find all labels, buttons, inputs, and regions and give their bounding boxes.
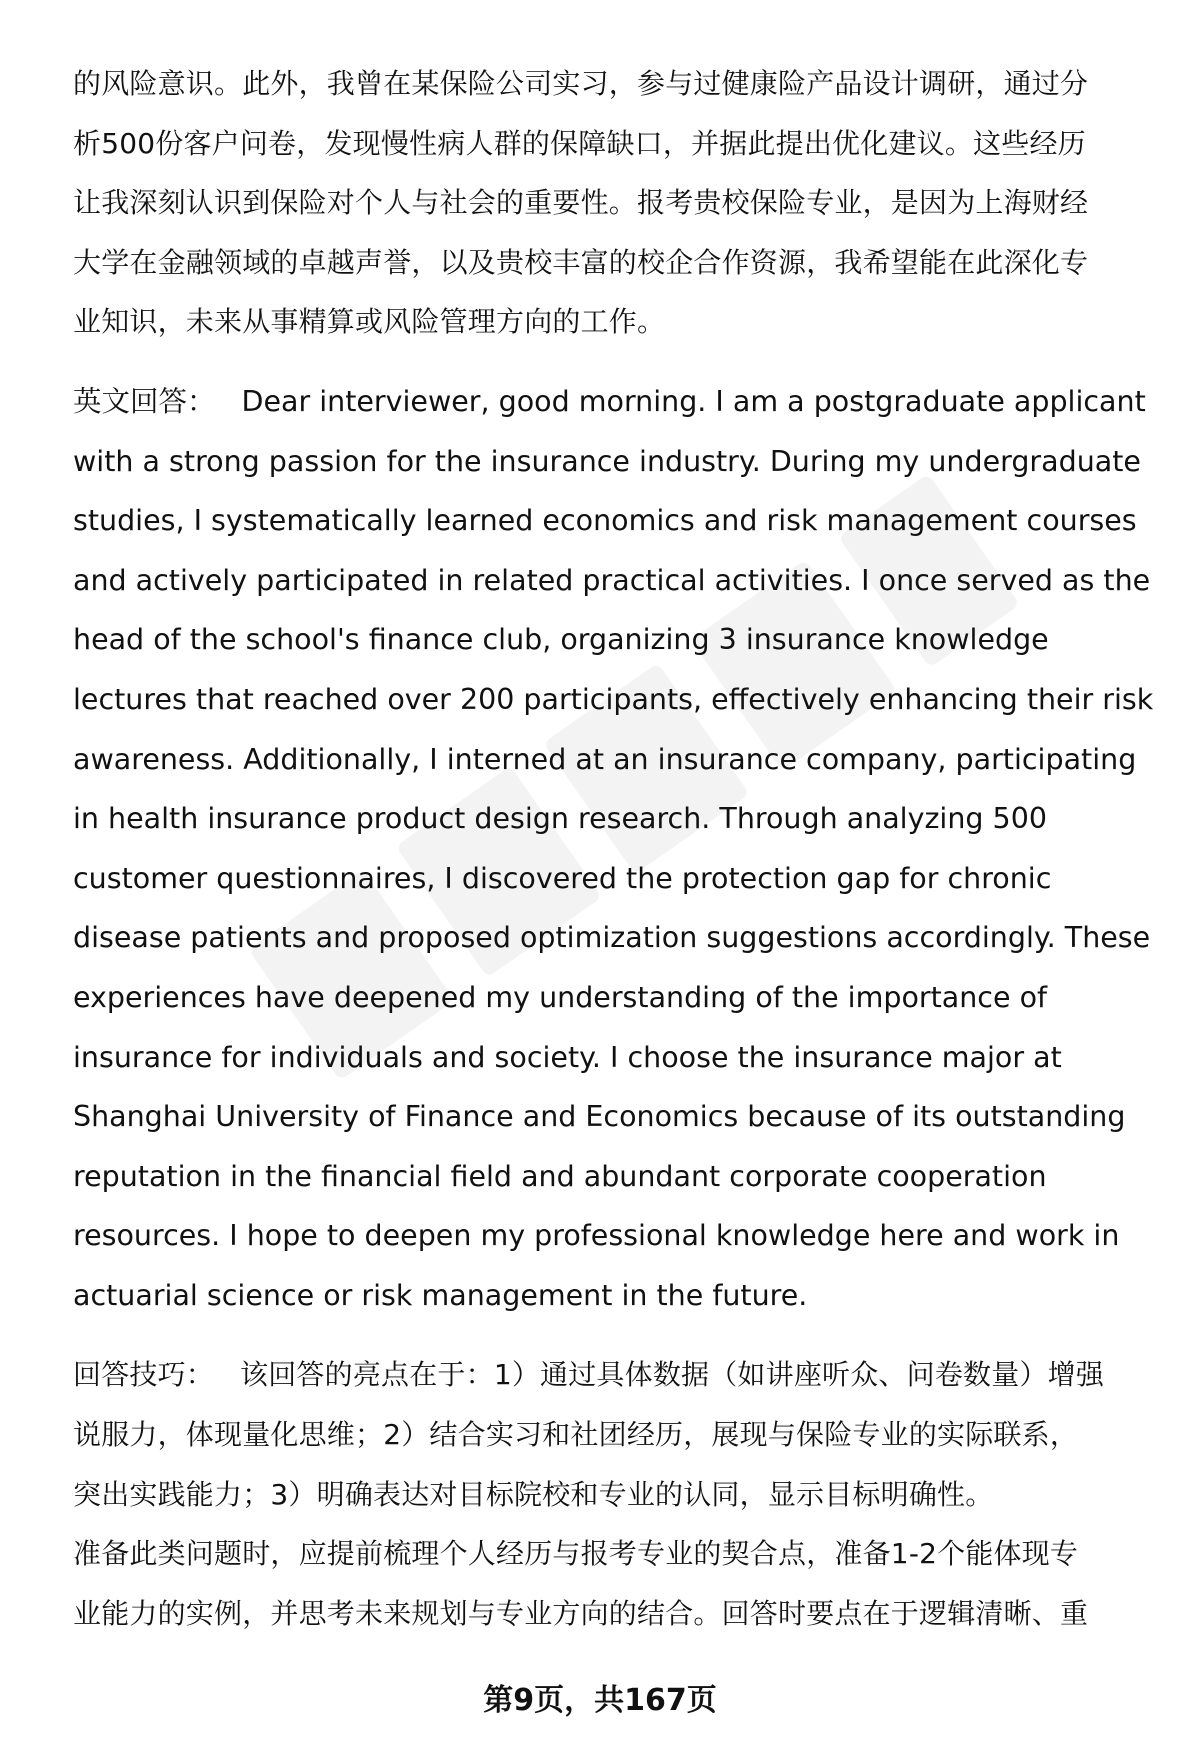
english-answer-line: actuarial science or risk management in the future.: [73, 1278, 808, 1312]
intro-line: 让我深刻认识到保险对个人与社会的重要性。报考贵校保险专业，是因为上海财经: [73, 186, 1089, 220]
english-answer-line: reputation in the financial field and abundant corporate cooperation: [73, 1159, 1047, 1193]
answer-tips-line: 该回答的亮点在于：1）通过具体数据（如讲座听众、问卷数量）增强: [240, 1358, 1105, 1392]
english-answer-line: and actively participated in related practical activities. I once served as the: [73, 563, 1151, 597]
answer-tips-line: 突出实践能力；3）明确表达对目标院校和专业的认同，显示目标明确性。: [73, 1477, 994, 1511]
english-answer-line: customer questionnaires, I discovered the protection gap for chronic: [73, 861, 1052, 895]
english-answer-line: disease patients and proposed optimization suggestions accordingly. These: [73, 921, 1151, 955]
answer-tips-paragraph: [73, 1345, 1153, 1524]
preparation-line: 业能力的实例，并思考未来规划与专业方向的结合。回答时要点在于逻辑清晰、重: [73, 1596, 1089, 1630]
answer-tips-label: 回答技巧：: [73, 1358, 215, 1392]
english-answer-line: lectures that reached over 200 participants, effectively enhancing their risk: [73, 682, 1154, 716]
english-answer-label: 英文回答：: [73, 384, 216, 418]
english-answer-line: awareness. Additionally, I interned at an insurance company, participating: [73, 742, 1137, 776]
english-answer-line: Shanghai University of Finance and Economics because of its outstanding: [73, 1100, 1126, 1134]
preparation-line: 准备此类问题时，应提前梳理个人经历与报考专业的契合点，准备1-2个能体现专: [73, 1537, 1079, 1571]
english-answer-line: resources. I hope to deepen my professional knowledge here and work in: [73, 1219, 1120, 1253]
intro-line: 的风险意识。此外，我曾在某保险公司实习，参与过健康险产品设计调研，通过分: [73, 67, 1089, 100]
answer-tips-line: 说服力，体现量化思维；2）结合实习和社团经历，展现与保险专业的实际联系，: [73, 1418, 1079, 1452]
english-answer-line: in health insurance product design research. Through analyzing 500: [73, 802, 1047, 836]
english-answer-line: insurance for individuals and society. I choose the insurance major at: [73, 1040, 1062, 1074]
english-answer-paragraph: [73, 372, 1153, 1326]
intro-line: 大学在金融领域的卓越声誉，以及贵校丰富的校企合作资源，我希望能在此深化专: [73, 245, 1089, 279]
preparation-paragraph: [73, 1524, 1153, 1643]
english-answer-line: head of the school's finance club, organizing 3 insurance knowledge: [73, 623, 1049, 657]
english-answer-line: studies, I systematically learned economics and risk management courses: [73, 504, 1137, 538]
english-answer-line: Dear interviewer, good morning. I am a postgraduate applicant: [241, 384, 1146, 418]
page-number: 第9页，共167页: [483, 1683, 717, 1718]
intro-line: 业知识，未来从事精算或风险管理方向的工作。: [73, 305, 666, 339]
english-answer-line: with a strong passion for the insurance industry. During my undergraduate: [73, 444, 1141, 478]
intro-paragraph: [73, 54, 1153, 352]
intro-line: 析500份客户问卷，发现慢性病人群的保障缺口，并据此提出优化建议。这些经历: [73, 126, 1086, 160]
document-body: [73, 54, 1153, 1643]
english-answer-line: experiences have deepened my understanding of the importance of: [73, 980, 1048, 1014]
